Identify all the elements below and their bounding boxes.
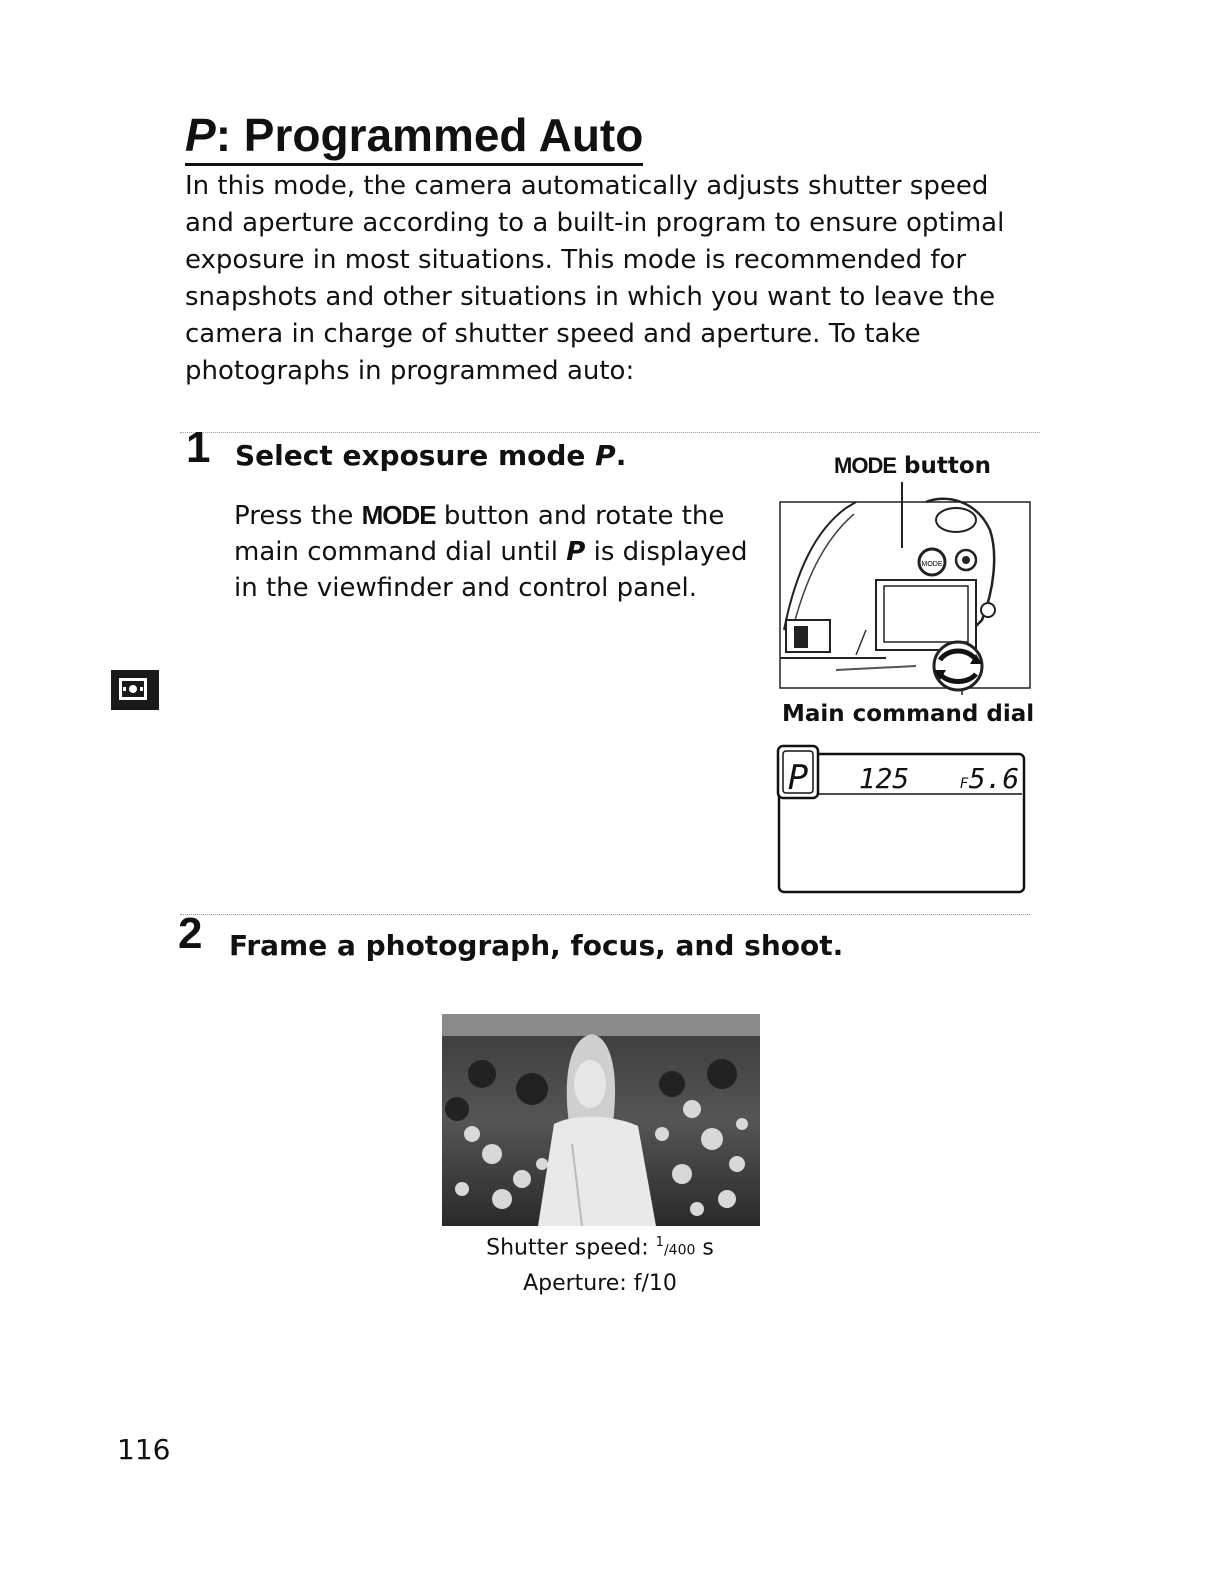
step-1-body-part1: Press the — [234, 501, 362, 531]
step-1-body-part3: is displayed in the viewfinder and control panel. — [234, 537, 748, 603]
step-1-title-text: Select exposure mode — [235, 439, 596, 472]
step-1-number: 1 — [186, 423, 211, 472]
control-panel-shutter: 125 — [858, 762, 910, 795]
step-1-title-end: . — [615, 439, 627, 472]
intro-paragraph: In this mode, the camera automatically adjusts shutter speed and aperture according to a built-in program to ensure optimal exposure in most situations. This mode is recommended for snapshots and other situations in which you want to leave the camera in charge of shutter speed and aperture. To take photographs in programmed auto: — [185, 171, 1005, 386]
page-number: 116 — [117, 1433, 171, 1466]
camera-mode-button-text: MODE — [921, 561, 943, 568]
sample-photo — [442, 1014, 760, 1226]
step-1-body-mode-word: MODE — [361, 500, 436, 530]
mode-button-label — [834, 452, 991, 480]
control-panel-mode: P — [787, 758, 809, 798]
step-2-title: Frame a photograph, focus, and shoot. — [229, 929, 844, 962]
photo-caption — [440, 1226, 760, 1300]
step-1-title-mode: P — [595, 439, 616, 472]
exposure-mode-tab-icon — [111, 670, 159, 710]
divider-middle — [180, 914, 1030, 915]
control-panel-aperture-prefix: F — [959, 776, 969, 792]
caption-shutter-den: /400 — [663, 1242, 696, 1259]
step-2-number: 2 — [178, 909, 203, 958]
page-title — [185, 108, 643, 166]
control-panel — [776, 744, 1028, 896]
caption-shutter-label: Shutter speed: — [486, 1235, 656, 1261]
main-command-dial-label: Main command dial — [782, 701, 1035, 727]
control-panel-aperture: 5.6 — [968, 762, 1020, 795]
step-1-body — [234, 497, 754, 606]
divider-top — [180, 432, 1040, 433]
step-1-body-part2: button and rotate the main command dial until — [234, 501, 725, 567]
step-1-title — [235, 438, 626, 474]
caption-shutter — [440, 1226, 760, 1267]
mode-button-label-suffix: button — [896, 453, 992, 479]
step-1-body-mode-letter: P — [566, 537, 586, 567]
caption-shutter-unit: s — [695, 1235, 714, 1261]
title-text: : Programmed Auto — [215, 109, 644, 161]
mode-button-label-word: MODE — [834, 453, 896, 478]
camera-illustration — [776, 480, 1036, 695]
caption-shutter-num: 1 — [655, 1235, 664, 1250]
caption-aperture: Aperture: f/10 — [523, 1271, 677, 1297]
title-mode-letter: P — [185, 109, 216, 161]
